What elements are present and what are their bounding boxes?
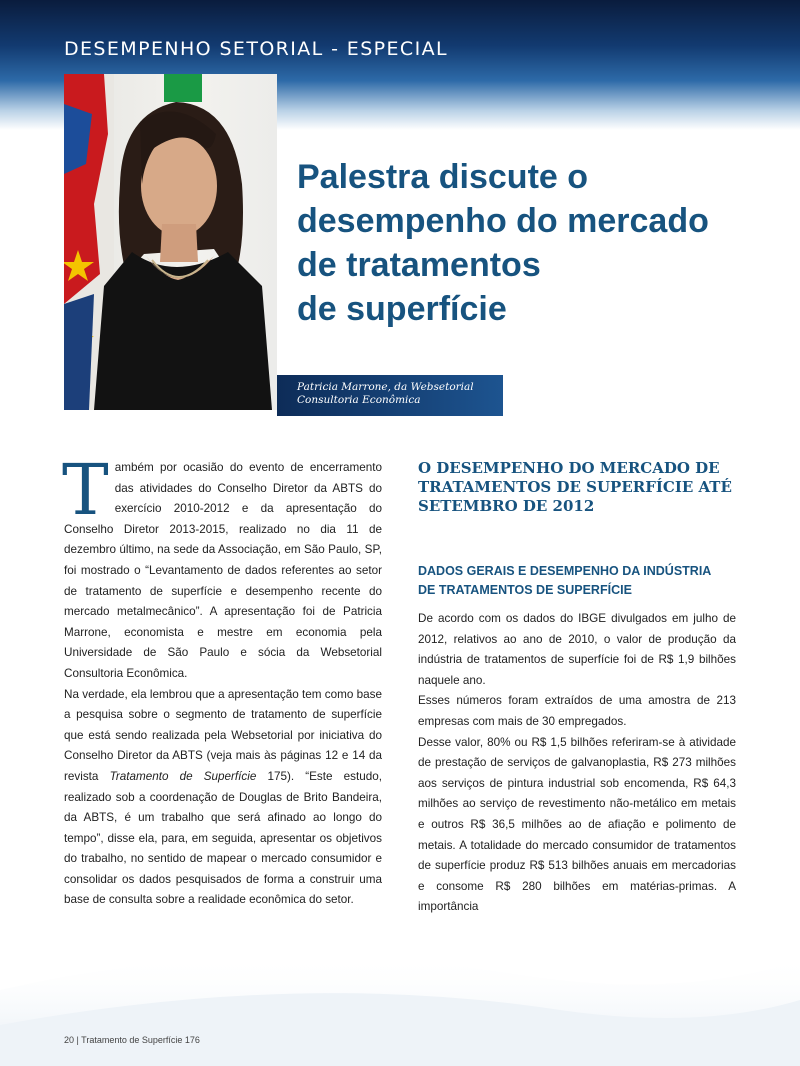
- title-line: desempenho do mercado: [297, 202, 709, 240]
- body-paragraph: ambém por ocasião do evento de encerramento das atividades do Conselho Diretor da ABTS do exercício 2010-2012 e da apresentação do Conselho Diretor 2013-2015, realizado no dia 11 de dezembro último, na sede da Associação, em São Paulo, SP, foi mostrado o “Levantamento de dados referentes ao setor de tratamento de superfície e desempenho recente do mercado metalmecânico”. A apresentação foi de Patricia Marrone, economista e mestre em economia pela Universidade de São Paulo e sócia da Websetorial Consultoria Econômica.: [64, 461, 382, 680]
- right-column: [418, 609, 736, 918]
- section-label: DESEMPENHO SETORIAL - ESPECIAL: [64, 38, 448, 60]
- left-column: [62, 449, 382, 911]
- subheading-line: DADOS GERAIS E DESEMPENHO DA INDÚSTRIA: [418, 564, 712, 578]
- portrait-photo: [64, 74, 277, 410]
- heading-line: O DESEMPENHO DO MERCADO DE: [418, 459, 720, 477]
- page-folio: 20 | Tratamento de Superfície 176: [64, 1035, 200, 1045]
- title-line: de tratamentos: [297, 246, 541, 284]
- paragraph-text: 175). “Este estudo, realizado sob a coordenação de Douglas de Brito Bandeira, da ABTS, é um trabalho que será afinado ao longo do tempo”, disse ela, para, em seguida, apresentar os objetivos do trabalho, no sentido de mapear o mercado consumidor e consolidar os dados pesquisados de forma a construir uma base de consulta sobre a realidade econômica do setor.: [64, 769, 382, 907]
- title-line: Palestra discute o: [297, 158, 589, 196]
- body-paragraph: Esses números foram extraídos de uma amostra de 213 empresas com mais de 30 empregados.: [418, 694, 736, 728]
- photo-caption-box: [277, 375, 503, 416]
- section-heading: [418, 459, 748, 516]
- body-paragraph: Desse valor, 80% ou R$ 1,5 bilhões referiram-se à atividade de prestação de serviços de galvanoplastia, R$ 273 milhões aos serviços de pintura industrial sob encomenda, R$ 64,3 milhões ao serviço de revestimento não-metálico em metais e outros R$ 36,5 milhões ao de afiação e polimento de metais. A totalidade do mercado consumidor de tratamentos de superfície produz R$ 513 bilhões anuais em mercadorias e consome R$ 280 bilhões em matérias-primas. A importância: [418, 735, 736, 914]
- portrait-illustration: [64, 74, 277, 410]
- body-paragraph: [64, 685, 382, 912]
- heading-line: SETEMBRO DE 2012: [418, 497, 595, 515]
- article-title: [297, 155, 767, 331]
- magazine-name: Tratamento de Superfície: [109, 769, 257, 783]
- heading-line: TRATAMENTOS DE SUPERFÍCIE ATÉ: [418, 478, 732, 496]
- title-line: de superfície: [297, 290, 507, 328]
- subsection-heading: [418, 562, 748, 600]
- subheading-line: DE TRATAMENTOS DE SUPERFÍCIE: [418, 583, 632, 597]
- paragraph-text: Na verdade, ela lembrou que a apresentação tem como base a pesquisa sobre o segmento de tratamento de superfície que está sendo realizada pela Websetorial por iniciativa do Conselho Diretor da ABTS (veja mais às páginas 12 e 14 da revista: [64, 687, 382, 783]
- photo-caption: Patricia Marrone, da Websetorial Consultoria Econômica: [297, 381, 474, 406]
- body-paragraph: De acordo com os dados do IBGE divulgados em julho de 2012, relativos ao ano de 2010, o valor de produção da indústria de tratamentos de superfície foi de R$ 1,9 bilhões naquele ano.: [418, 612, 736, 687]
- drop-cap: T: [62, 449, 109, 531]
